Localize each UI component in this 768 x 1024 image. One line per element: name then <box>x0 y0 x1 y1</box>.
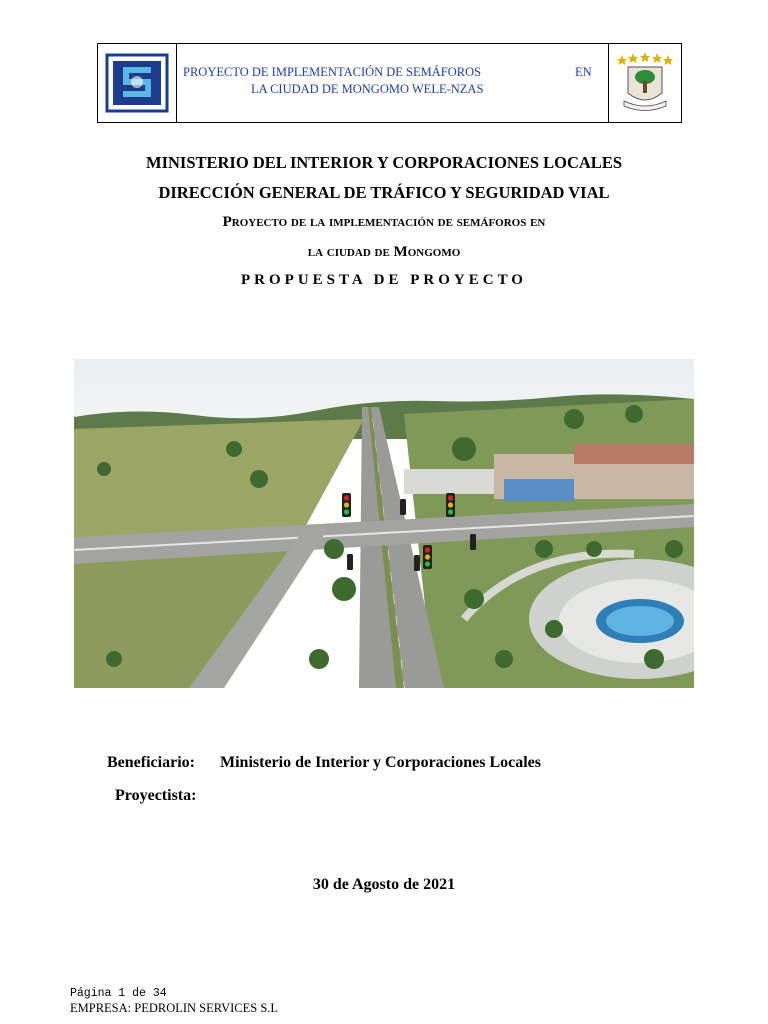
header-line-2: LA CIUDAD DE MONGOMO WELE-NZAS <box>251 82 484 96</box>
coat-of-arms-icon <box>616 51 674 115</box>
header-line-1-end: EN <box>575 65 592 79</box>
header-title-cell <box>177 44 608 122</box>
header-line-1: PROYECTO DE IMPLEMENTACIÓN DE SEMÁFOROS <box>183 65 482 79</box>
beneficiary-value: Ministerio de Interior y Corporaciones Locales <box>220 754 541 771</box>
document-date: 30 de Agosto de 2021 <box>312 876 456 893</box>
coat-of-arms-cell <box>608 44 681 122</box>
company-logo <box>105 53 169 113</box>
beneficiary-label: Beneficiario: <box>107 754 195 771</box>
proposal-title: PROPUESTA DE PROYECTO <box>241 272 527 288</box>
company-name: EMPRESA: PEDROLIN SERVICES S.L <box>70 1001 279 1015</box>
header-table <box>97 43 682 123</box>
company-logo-cell <box>98 44 177 122</box>
project-title-line-1: Proyecto de la implementación de semáforos en <box>222 214 546 230</box>
ministry-title: MINISTERIO DEL INTERIOR Y CORPORACIONES LOCALES <box>146 153 622 172</box>
directorate-title: DIRECCIÓN GENERAL DE TRÁFICO Y SEGURIDAD VIAL <box>158 183 610 202</box>
designer-label: Proyectista: <box>115 787 197 804</box>
project-title-line-2: la ciudad de Mongomo <box>307 244 461 260</box>
page-number: Página 1 de 34 <box>70 987 167 1000</box>
aerial-intersection-photo <box>74 359 694 688</box>
